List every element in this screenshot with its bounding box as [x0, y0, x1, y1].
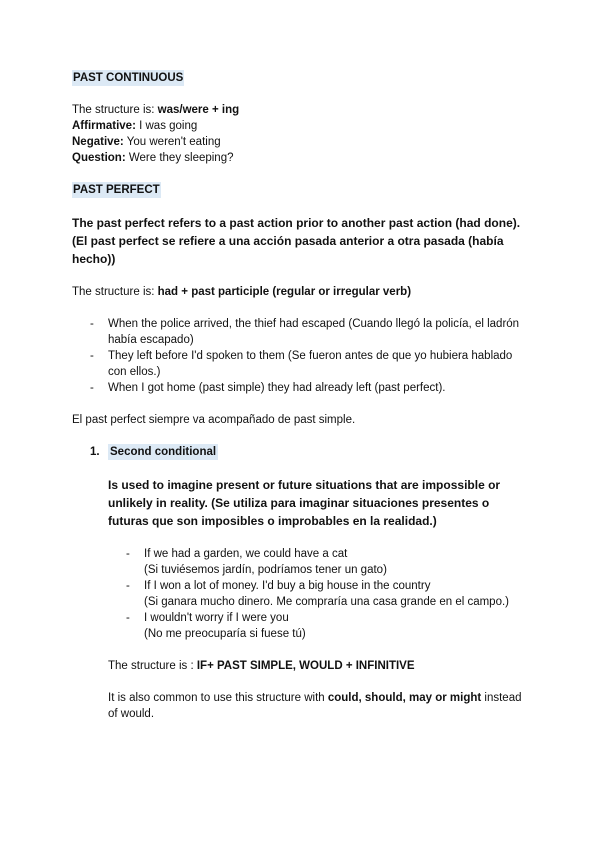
list-item: - When I got home (past simple) they had already left (past perfect).: [72, 380, 532, 396]
example-english: - I wouldn't worry if I were you: [144, 612, 289, 624]
sc-also-line: [72, 690, 532, 722]
pc-question-label: Question:: [72, 152, 126, 164]
sc-structure-formula: IF+ PAST SIMPLE, WOULD + INFINITIVE: [196, 660, 415, 672]
list-item: [108, 546, 532, 578]
pp-structure-formula: had + past participle (regular or irregular verb): [157, 286, 412, 298]
list-item: - When the police arrived, the thief had escaped (Cuando llegó la policía, el ladrón había escapado): [72, 316, 532, 348]
past-perfect-heading: PAST PERFECT: [73, 184, 160, 196]
list-item: [108, 610, 532, 642]
sc-structure-prefix: The structure is :: [108, 660, 197, 672]
pc-affirmative-line: [72, 118, 532, 134]
section-title: Second conditional: [110, 446, 217, 458]
example-english: - If I won a lot of money. I'd buy a big house in the country: [144, 580, 431, 592]
example-english: - If we had a garden, we could have a cat: [144, 548, 348, 560]
sc-also-modals: could, should, may or might: [327, 692, 482, 704]
past-continuous-heading: PAST CONTINUOUS: [73, 72, 184, 84]
pp-definition: The past perfect refers to a past action prior to another past action (had done). (El past perfect se refiere a una acción pasada anterior a otra pasada (había hecho)): [72, 216, 521, 266]
pc-structure-line: [72, 102, 532, 118]
pc-structure-prefix: The structure is:: [72, 104, 158, 116]
pc-affirmative-label: Affirmative:: [72, 120, 136, 132]
sc-also-prefix: It is also common to use this structure with: [108, 692, 328, 704]
list-item: [108, 578, 532, 610]
example-spanish: (Si tuviésemos jardín, podríamos tener un gato): [144, 564, 387, 576]
pp-structure-line: [72, 284, 532, 300]
example-spanish: (No me preocuparía si fuese tú): [144, 628, 306, 640]
sc-structure-line: [72, 658, 532, 674]
pp-examples-list: [72, 316, 532, 396]
document-page: [72, 70, 532, 722]
sc-also-suffix: instead of would.: [108, 692, 522, 720]
pc-structure-formula: was/were + ing: [157, 104, 240, 116]
section-number: 1.: [90, 446, 100, 458]
pc-affirmative-text: I was going: [135, 120, 198, 132]
sc-examples-list: [72, 546, 532, 642]
list-item: - They left before I'd spoken to them (Se fueron antes de que yo hubiera hablado con ellos.): [72, 348, 532, 380]
pc-question-line: [72, 150, 532, 166]
pc-question-text: Were they sleeping?: [125, 152, 234, 164]
pp-note: El past perfect siempre va acompañado de past simple.: [72, 414, 356, 426]
pp-structure-prefix: The structure is:: [72, 286, 158, 298]
pc-negative-text: You weren't eating: [123, 136, 221, 148]
pc-negative-label: Negative:: [72, 136, 124, 148]
pc-negative-line: [72, 134, 532, 150]
example-spanish: (Si ganara mucho dinero. Me compraría una casa grande en el campo.): [144, 596, 510, 608]
second-conditional-heading: [72, 444, 532, 460]
sc-definition: Is used to imagine present or future situations that are impossible or unlikely in reality. (Se utiliza para imaginar situaciones presentes o futuras que son imposibles o improbables en la realidad.): [108, 478, 501, 528]
